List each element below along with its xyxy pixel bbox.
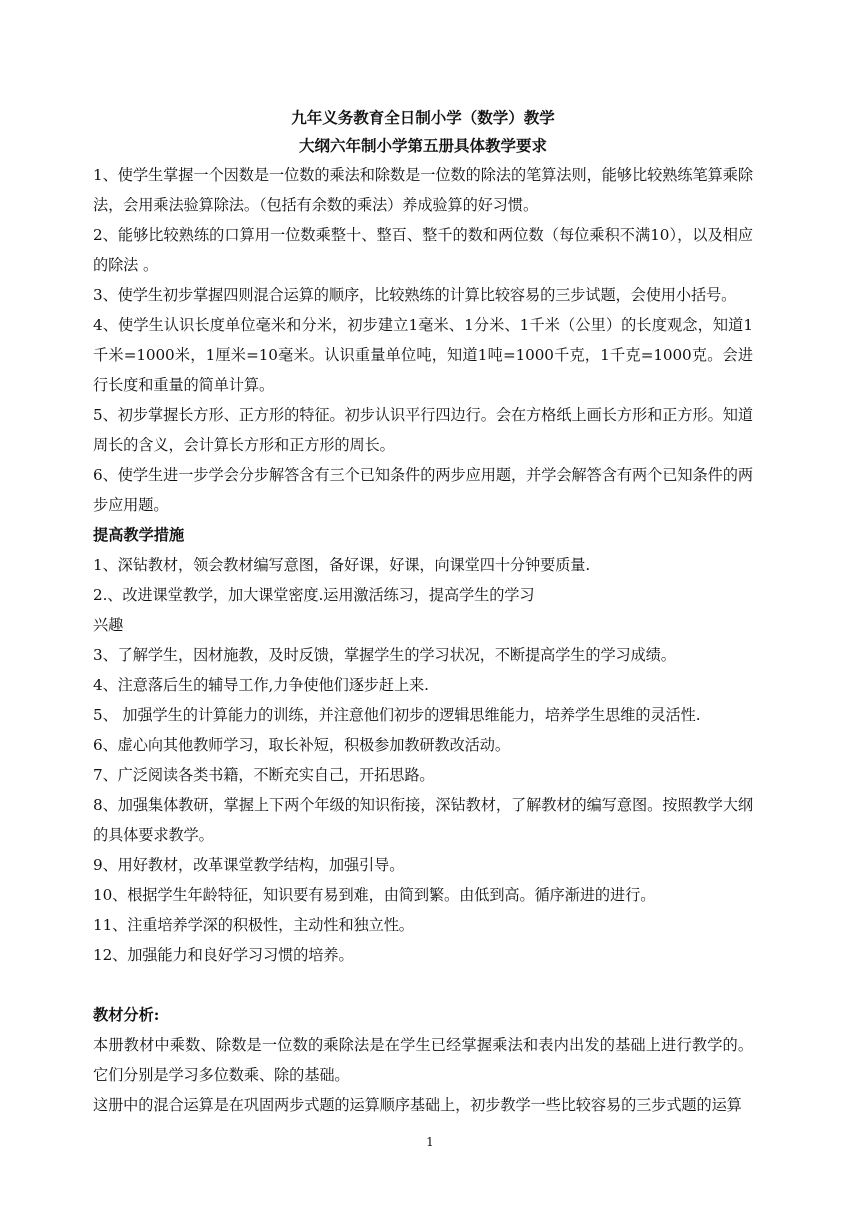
analysis-paragraph: 这册中的混合运算是在巩固两步式题的运算顺序基础上，初步教学一些比较容易的三步式题的运算 <box>93 1096 742 1114</box>
document-body <box>93 104 753 1120</box>
measure-item: 2.、改进课堂教学，加大课堂密度.运用激活练习，提高学生的学习 <box>93 586 535 604</box>
measure-item: 9、用好教材，改革课堂教学结构，加强引导。 <box>93 856 405 874</box>
requirement-item: 5、初步掌握长方形、正方形的特征。初步认识平行四边行。会在方格纸上画长方形和正方形。知道周长的含义，会计算长方形和正方形的周长。 <box>93 406 753 454</box>
requirement-item: 3、使学生初步掌握四则混合运算的顺序，比较熟练的计算比较容易的三步试题，会使用小括号。 <box>93 286 737 304</box>
requirement-item: 1、使学生掌握一个因数是一位数的乘法和除数是一位数的除法的笔算法则，能够比较熟练笔算乘除法，会用乘法验算除法。（包括有余数的乘法）养成验算的好习惯。 <box>93 166 753 214</box>
measure-item: 11、注重培养学深的积极性，主动性和独立性。 <box>93 916 414 934</box>
measure-item: 8、加强集体教研，掌握上下两个年级的知识衔接，深钻教材，了解教材的编写意图。按照教学大纲的具体要求教学。 <box>93 796 753 844</box>
measure-item: 3、了解学生，因材施教，及时反馈，掌握学生的学习状况，不断提高学生的学习成绩。 <box>93 646 676 664</box>
measure-item: 兴趣 <box>93 616 124 634</box>
measure-item: 5、 加强学生的计算能力的训练，并注意他们初步的逻辑思维能力，培养学生思维的灵活性. <box>93 706 701 724</box>
page-number: 1 <box>426 1135 434 1149</box>
measures-heading: 提高教学措施 <box>93 526 185 544</box>
analysis-heading: 教材分析: <box>93 1006 160 1024</box>
measure-item: 6、虚心向其他教师学习，取长补短，积极参加教研教改活动。 <box>93 736 510 754</box>
analysis-paragraph: 本册教材中乘数、除数是一位数的乘除法是在学生已经掌握乘法和表内出发的基础上进行教学的。它们分别是学习多位数乘、除的基础。 <box>93 1036 753 1084</box>
measure-item: 7、广泛阅读各类书籍，不断充实自己，开拓思路。 <box>93 766 435 784</box>
requirement-item: 2、能够比较熟练的口算用一位数乘整十、整百、整千的数和两位数（每位乘积不满10），以及相应的除法 。 <box>93 226 753 274</box>
document-title-line-1: 九年义务教育全日制小学（数学）教学 <box>291 108 555 127</box>
document-title-line-2: 大纲六年制小学第五册具体教学要求 <box>298 136 547 155</box>
measure-item: 12、加强能力和良好学习习惯的培养。 <box>93 946 354 964</box>
measure-item: 10、根据学生年龄特征，知识要有易到难，由简到繁。由低到高。循序渐进的进行。 <box>93 886 656 904</box>
measure-item: 4、注意落后生的辅导工作,力争使他们逐步赶上来. <box>93 676 429 694</box>
measure-item: 1、深钻教材，领会教材编写意图，备好课，好课，向课堂四十分钟要质量. <box>93 556 591 574</box>
requirement-item: 4、使学生认识长度单位毫米和分米，初步建立1毫米、1分米、1千米（公里）的长度观念，知道1千米=1000米，1厘米=10毫米。认识重量单位吨，知道1吨=1000千克，1千克=1000克。会进行长度和重量的简单计算。 <box>93 316 753 394</box>
requirement-item: 6、使学生进一步学会分步解答含有三个已知条件的两步应用题，并学会解答含有两个已知条件的两步应用题。 <box>93 466 753 514</box>
blank-line <box>93 970 753 1000</box>
